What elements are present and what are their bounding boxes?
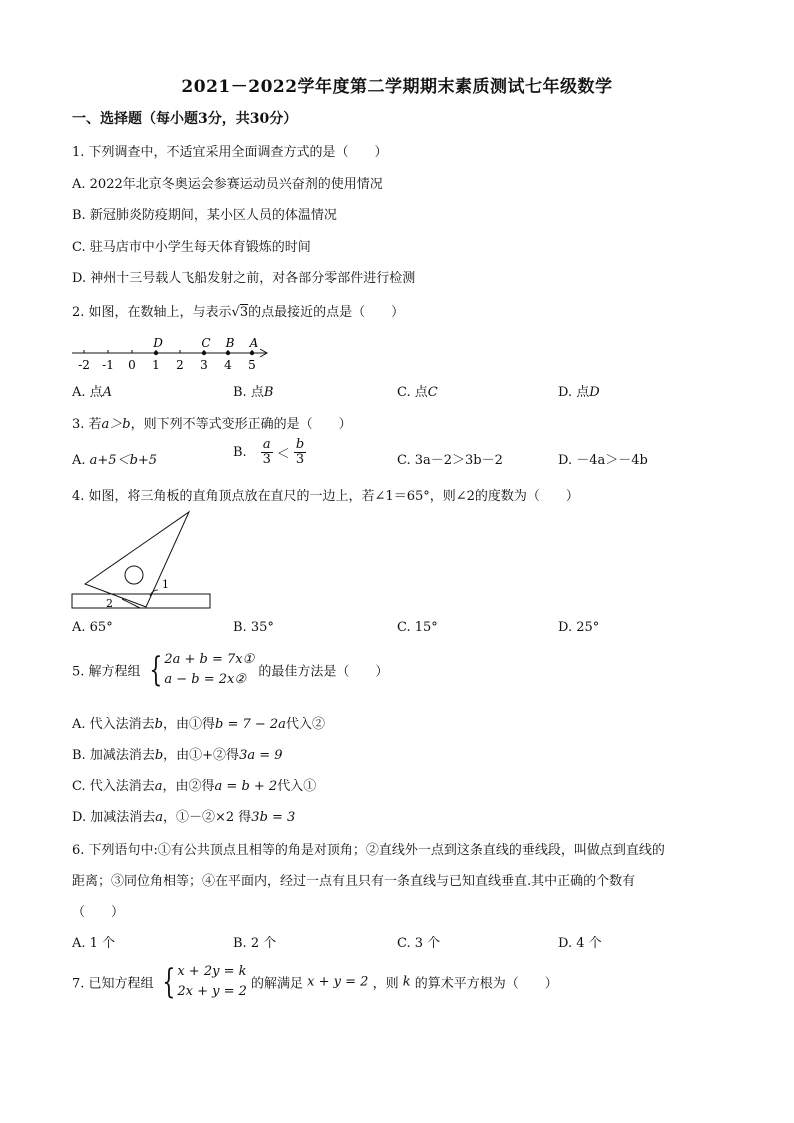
question-5-option-d: D. 加减法消去a，①－②×2 得3b = 3 [72, 810, 296, 825]
question-6-line-1: 6. 下列语句中:①有公共顶点且相等的角是对顶角；②直线外一点到这条直线的垂线段，叫做点到直线的 [72, 843, 665, 858]
number-line-tick-label: 3 [200, 358, 208, 372]
point-b-dot [226, 351, 230, 355]
question-7-stem: 7. 已知方程组 { x + 2y = k 2x + y = 2 的解满足 x + y = 2 ，则 k 的算术平方根为（ ） [72, 962, 558, 1002]
question-1-option-a: A. 2022年北京冬奥运会参赛运动员兴奋剂的使用情况 [72, 177, 383, 192]
page-title: 2021－2022学年度第二学期期末素质测试七年级数学 [181, 77, 613, 97]
question-4-option-b: B. 35° [233, 620, 274, 635]
point-a-label: A [249, 336, 259, 350]
number-line-tick-label: 1 [152, 358, 160, 372]
question-6-option-a: A. 1 个 [72, 936, 116, 951]
number-line-tick-label: 2 [176, 358, 184, 372]
question-3-option-d: D. －4a＞－4b [558, 453, 648, 468]
question-1-stem: 1. 下列调查中，不适宜采用全面调查方式的是（ ） [72, 145, 388, 160]
angle-2-label: 2 [106, 597, 113, 610]
sqrt-symbol: √3 [231, 305, 249, 320]
question-4-option-c: C. 15° [397, 620, 438, 635]
point-d-dot [154, 351, 158, 355]
point-a-dot [250, 351, 254, 355]
point-b-label: B [225, 336, 235, 350]
question-3-stem: 3. 若a＞b，则下列不等式变形正确的是（ ） [72, 417, 352, 432]
question-1-option-d: D. 神州十三号载人飞船发射之前，对各部分零部件进行检测 [72, 271, 416, 286]
point-c-label: C [201, 336, 211, 350]
question-4-stem: 4. 如图，将三角板的直角顶点放在直尺的一边上，若∠1＝65°，则∠2的度数为（ ） [72, 489, 579, 504]
number-line-figure [70, 330, 270, 374]
question-5-option-a: A. 代入法消去b，由①得b = 7 − 2a代入② [72, 717, 325, 732]
question-6-option-b: B. 2 个 [233, 936, 277, 951]
question-1-option-c: C. 驻马店市中小学生每天体育锻炼的时间 [72, 240, 311, 255]
point-d-label: D [153, 336, 163, 350]
question-2-option-a: A. 点A [72, 385, 113, 400]
question-5-option-b: B. 加减法消去b，由①+②得3a = 9 [72, 748, 283, 763]
number-line-tick-label: 4 [224, 358, 232, 372]
question-2-option-d: D. 点D [558, 385, 600, 400]
number-line-tick-label: 5 [248, 358, 256, 372]
question-5-option-c: C. 代入法消去a，由②得a = b + 2代入① [72, 779, 317, 794]
question-2-stem: 2. 如图，在数轴上，与表示√3的点最接近的点是（ ） [72, 305, 405, 320]
triangle-ruler-figure [70, 508, 215, 612]
equation-system: { 2a + b = 7x① a − b = 2x② [149, 650, 255, 690]
question-3-option-c: C. 3a－2＞3b－2 [397, 453, 503, 468]
question-3-option-b: B. $\frac{a}{3}$ ＜ $\frac{b}{3}$ [233, 437, 305, 467]
question-2-option-c: C. 点C [397, 385, 438, 400]
equation-system: { x + 2y = k 2x + y = 2 [162, 962, 247, 1002]
question-6-option-d: D. 4 个 [558, 936, 602, 951]
point-c-dot [202, 351, 206, 355]
question-1-option-b: B. 新冠肺炎防疫期间，某小区人员的体温情况 [72, 208, 337, 223]
angle-1-label: 1 [162, 578, 169, 591]
question-6-option-c: C. 3 个 [397, 936, 441, 951]
question-4-option-a: A. 65° [72, 620, 113, 635]
question-6-line-3: （ ） [72, 905, 125, 920]
number-line-tick-label: -1 [102, 358, 114, 372]
section-heading: 一、选择题（每小题3分，共30分） [72, 111, 298, 127]
question-5-stem: 5. 解方程组 { 2a + b = 7x① a − b = 2x② 的最佳方法是（ ） [72, 650, 389, 690]
number-line-tick-label: -2 [78, 358, 90, 372]
question-3-option-a: A. a+5＜b+5 [72, 453, 158, 468]
number-line-tick-label: 0 [128, 358, 136, 372]
question-2-option-b: B. 点B [233, 385, 274, 400]
question-6-line-2: 距离；③同位角相等；④在平面内，经过一点有且只有一条直线与已知直线垂直.其中正确的个数有 [72, 874, 636, 889]
question-4-option-d: D. 25° [558, 620, 600, 635]
